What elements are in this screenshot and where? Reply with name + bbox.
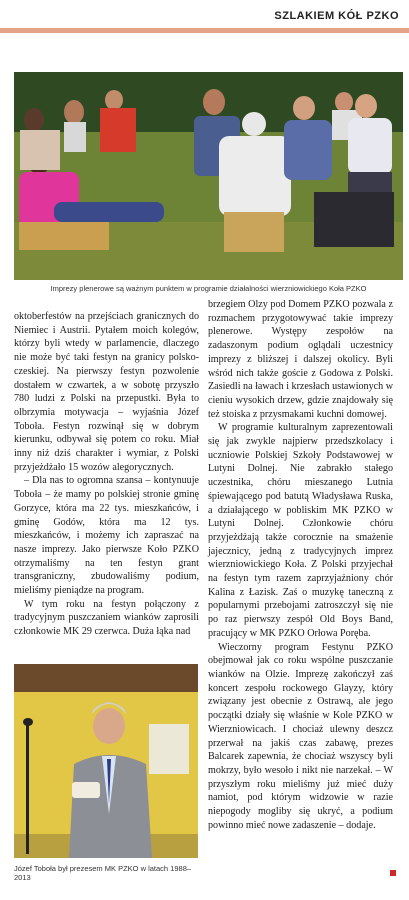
paragraph: W programie kulturalnym zaprezentowali się jak zwykle najpierw przedszkolacy i uczniowie Polskiej Szkoły Podstawowej w Lutyni Dolnej. Nie zabrakło stałego uczestnika, chóru mieszanego Lutnia śpiewającego pod batutą Władysława Ruska, a działającego w pobliskim MK PZKO w Lutyni Dolnej. Członkowie chóru przyjeżdżają także corocznie na smażenie jajecznicy, jedną z tradycyjnych imprez wierzniowickiego Koła. Z Polski przyjechał na festyn tym razem zaprzyjaźniony chór Kalina z Łazisk. Zaś o muzykę taneczną z popularnymi przebojami zatroszczył się nie po raz pierwszy zespół Old Boys Band, pracujący w MK PZKO Orłowa Poręba. bbox=[208, 422, 393, 639]
paragraph: oktoberfestów na przejściach granicznych do Niemiec i Austrii. Pytałem moich kolegów, którzy byli wtedy w parlamencie, dlaczego nie może być taki festyn na granicy polsko-czeskiej. Na pierwszy festyn pozwolenie dostałem w czwartek, a w sobotę przyszło 780 ludzi z Polski na przepustki. Była to olbrzymia motywacja – wyjaśnia Józef Toboła. Festyn rozwinął się w dobrym kierunku, odbywał się potem co roku. Miał inny niż dziś charakter i wymiar, z Polski przyjeżdżało 15 wozów alegorycznych. bbox=[14, 311, 199, 473]
paragraph: – Dla nas to ogromna szansa – kontynuuje Toboła – że mamy po polskiej stronie gminę Gorzyce, która ma 22 tys. mieszkańców, i gminę Godów, która ma 12 tys. mieszkańców, i możemy ich zapraszać na nasze imprezy. Jako pierwsze Koło PZKO otrzymaliśmy na ten festyn grant transgraniczny, zbudowaliśmy podium, mieliśmy pieniądze na program. bbox=[14, 475, 199, 597]
outdoor-gathering-photo bbox=[14, 72, 403, 280]
photo-bottom-caption: Józef Toboła był prezesem MK PZKO w latach 1988–2013 bbox=[14, 864, 192, 882]
outdoor-gathering-illustration bbox=[14, 72, 403, 280]
article-end-mark bbox=[390, 870, 396, 876]
section-title: SZLAKIEM KÓŁ PZKO bbox=[274, 10, 399, 22]
paragraph: W tym roku na festyn połączony z tradycyjnym puszczaniem wianków zaprosili członkowie MK 29 czerwca. Duża łąka nad bbox=[14, 598, 199, 638]
speaker-photo bbox=[14, 664, 198, 858]
page-header bbox=[0, 0, 409, 34]
paragraph: brzegiem Olzy pod Domem PZKO pozwala z rozmachem przygotowywać takie imprezy plenerowe. Występy zespołów na zadaszonym podium oglądali uczestnicy imprezy z bliższej i dalszej okolicy. Byli wśród nich także goście z Godowa z Polski. Zasiedli na ławach i krzesłach ustawionych w cieniu wysokich drzew, gdzie znajdowały się też stoiska z przysmakami kuchni domowej. bbox=[208, 299, 393, 420]
article-column-right bbox=[208, 298, 393, 832]
paragraph: Wieczorny program Festynu PZKO obejmował jak co roku wspólne puszczanie wianków na Olzie. Imprezę zakończył zaś koncert zespołu rockowego Glayzy, który związany jest obecnie z Ostrawą, ale jego początki działy się właśnie w Kole PZKO w Wierzniowicach. I chociaż ulewny deszcz przerwał na jakiś czas zabawę, prezes Balcarek zapewnia, że chociaż wszyscy byli mokrzy, było wesoło i nikt nie narzekał. – W przyszłym roku mieliśmy już mieć duży namiot, pod którym widzowie w razie niepogody mogliby się ukryć, a podium powinno mieć nowe zadaszenie – dodaje. bbox=[208, 641, 393, 831]
article-column-left-top bbox=[14, 310, 199, 639]
header-rule bbox=[0, 28, 409, 33]
photo-top-caption: Imprezy plenerowe są ważnym punktem w programie działalności wierzniowickiego Koła PZKO bbox=[50, 284, 367, 293]
speaker-illustration bbox=[14, 664, 198, 858]
